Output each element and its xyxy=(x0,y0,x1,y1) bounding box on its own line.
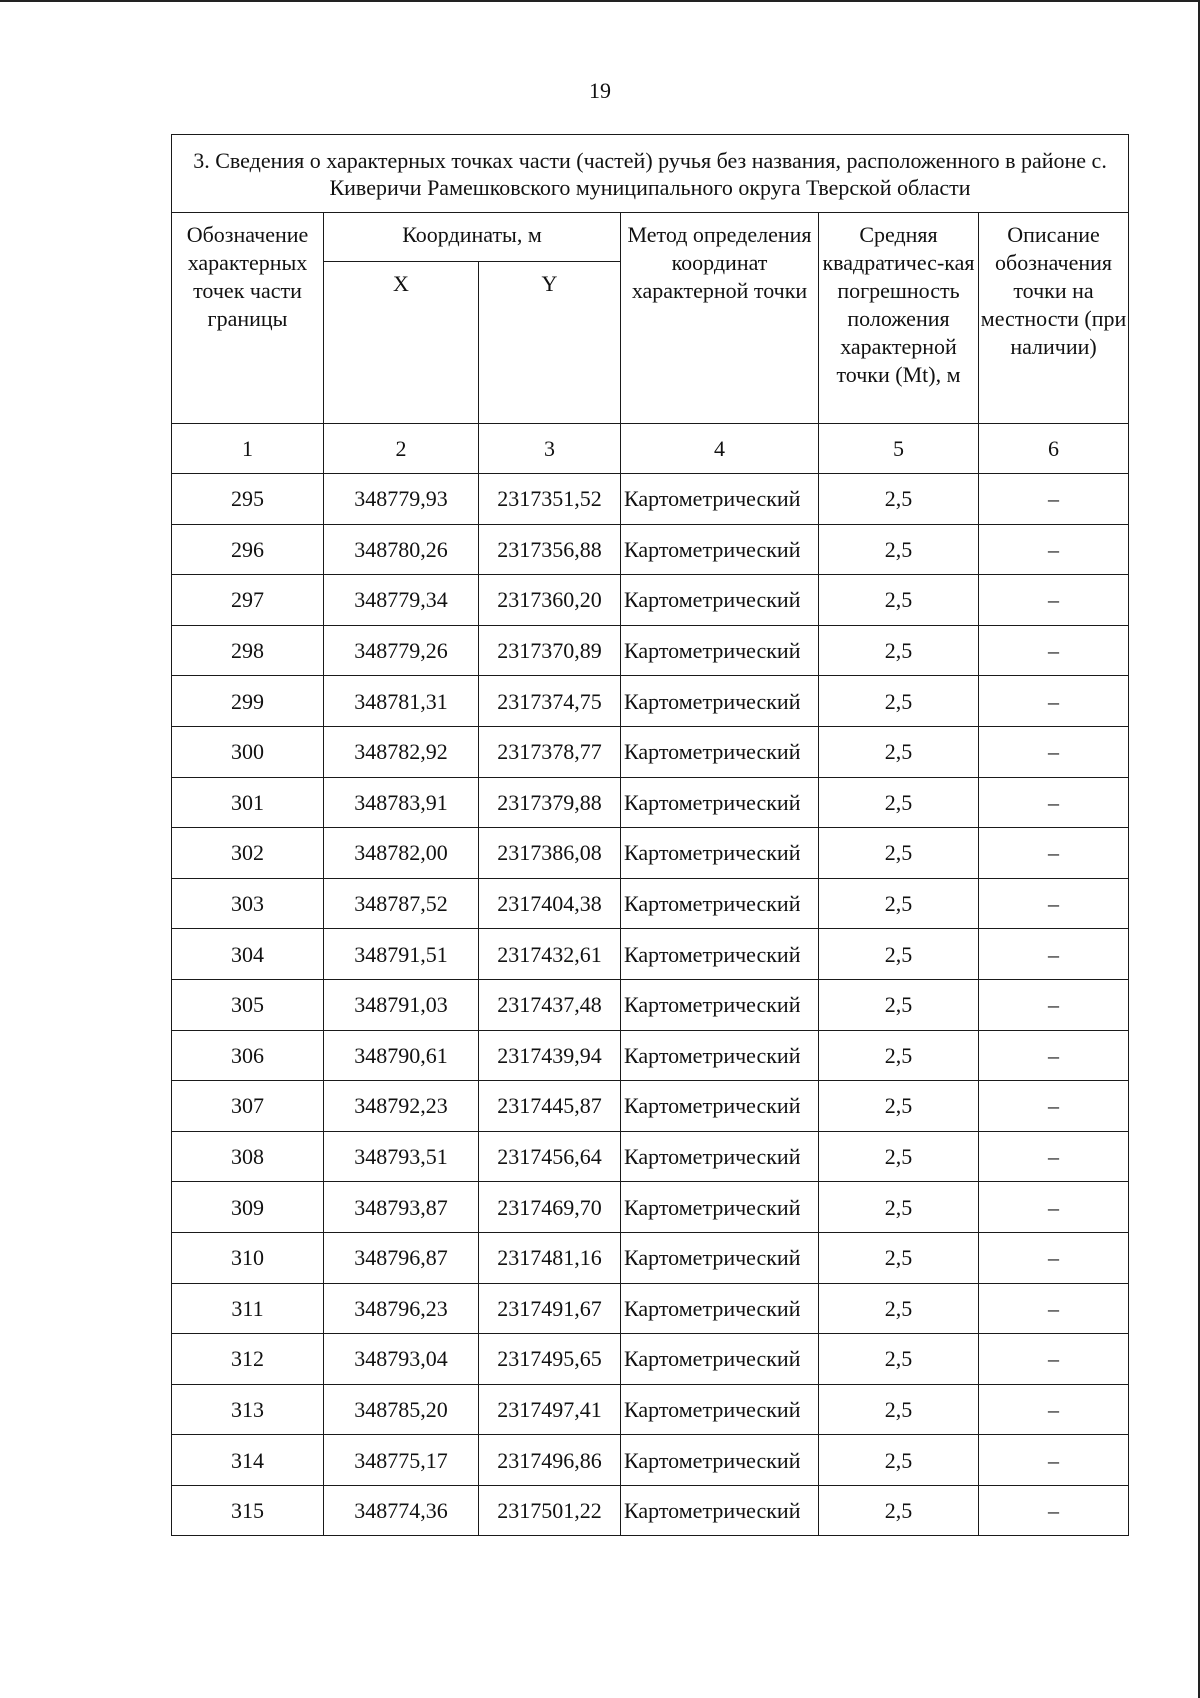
error-cell: 2,5 xyxy=(819,1081,979,1132)
error-cell: 2,5 xyxy=(819,676,979,727)
description-cell: – xyxy=(979,524,1129,575)
point-id-cell: 309 xyxy=(172,1182,324,1233)
x-coordinate-cell: 348780,26 xyxy=(324,524,479,575)
point-id-cell: 295 xyxy=(172,474,324,525)
x-coordinate-cell: 348782,00 xyxy=(324,828,479,879)
table-row xyxy=(172,1334,1129,1385)
point-id-cell: 299 xyxy=(172,676,324,727)
error-cell: 2,5 xyxy=(819,878,979,929)
point-id-cell: 306 xyxy=(172,1030,324,1081)
x-coordinate-cell: 348792,23 xyxy=(324,1081,479,1132)
table-row xyxy=(172,929,1129,980)
method-cell: Картометрический xyxy=(621,575,819,626)
error-cell: 2,5 xyxy=(819,474,979,525)
table-row xyxy=(172,676,1129,727)
method-cell: Картометрический xyxy=(621,726,819,777)
description-cell: – xyxy=(979,828,1129,879)
y-coordinate-cell: 2317356,88 xyxy=(479,524,621,575)
boundary-points-table xyxy=(171,134,1129,1536)
y-coordinate-cell: 2317495,65 xyxy=(479,1334,621,1385)
method-cell: Картометрический xyxy=(621,878,819,929)
error-cell: 2,5 xyxy=(819,1232,979,1283)
error-cell: 2,5 xyxy=(819,777,979,828)
table-row xyxy=(172,878,1129,929)
description-cell: – xyxy=(979,929,1129,980)
method-cell: Картометрический xyxy=(621,1384,819,1435)
description-cell: – xyxy=(979,1384,1129,1435)
x-coordinate-cell: 348782,92 xyxy=(324,726,479,777)
y-coordinate-cell: 2317497,41 xyxy=(479,1384,621,1435)
header-method: Метод определения координат характерной точки xyxy=(621,213,819,424)
table-row xyxy=(172,1384,1129,1435)
description-cell: – xyxy=(979,878,1129,929)
x-coordinate-cell: 348793,87 xyxy=(324,1182,479,1233)
y-coordinate-cell: 2317351,52 xyxy=(479,474,621,525)
x-coordinate-cell: 348796,23 xyxy=(324,1283,479,1334)
error-cell: 2,5 xyxy=(819,726,979,777)
error-cell: 2,5 xyxy=(819,524,979,575)
error-cell: 2,5 xyxy=(819,929,979,980)
x-coordinate-cell: 348775,17 xyxy=(324,1435,479,1486)
description-cell: – xyxy=(979,777,1129,828)
error-cell: 2,5 xyxy=(819,625,979,676)
x-coordinate-cell: 348790,61 xyxy=(324,1030,479,1081)
method-cell: Картометрический xyxy=(621,524,819,575)
table-row xyxy=(172,474,1129,525)
table-row xyxy=(172,1435,1129,1486)
point-id-cell: 298 xyxy=(172,625,324,676)
x-coordinate-cell: 348774,36 xyxy=(324,1485,479,1536)
header-row-1 xyxy=(172,213,1129,262)
table-row xyxy=(172,1485,1129,1536)
header-designation: Обозначение характерных точек части границы xyxy=(172,213,324,424)
table-row xyxy=(172,828,1129,879)
x-coordinate-cell: 348785,20 xyxy=(324,1384,479,1435)
point-id-cell: 310 xyxy=(172,1232,324,1283)
column-number: 5 xyxy=(819,424,979,474)
method-cell: Картометрический xyxy=(621,1131,819,1182)
error-cell: 2,5 xyxy=(819,1384,979,1435)
description-cell: – xyxy=(979,979,1129,1030)
table-row xyxy=(172,625,1129,676)
column-number: 4 xyxy=(621,424,819,474)
description-cell: – xyxy=(979,1081,1129,1132)
method-cell: Картометрический xyxy=(621,777,819,828)
y-coordinate-cell: 2317378,77 xyxy=(479,726,621,777)
y-coordinate-cell: 2317374,75 xyxy=(479,676,621,727)
y-coordinate-cell: 2317491,67 xyxy=(479,1283,621,1334)
error-cell: 2,5 xyxy=(819,1030,979,1081)
x-coordinate-cell: 348793,04 xyxy=(324,1334,479,1385)
description-cell: – xyxy=(979,1334,1129,1385)
point-id-cell: 308 xyxy=(172,1131,324,1182)
point-id-cell: 296 xyxy=(172,524,324,575)
error-cell: 2,5 xyxy=(819,828,979,879)
description-cell: – xyxy=(979,1485,1129,1536)
x-coordinate-cell: 348783,91 xyxy=(324,777,479,828)
error-cell: 2,5 xyxy=(819,1182,979,1233)
error-cell: 2,5 xyxy=(819,1485,979,1536)
x-coordinate-cell: 348779,93 xyxy=(324,474,479,525)
header-x: X xyxy=(324,262,479,424)
table-row xyxy=(172,777,1129,828)
description-cell: – xyxy=(979,1435,1129,1486)
error-cell: 2,5 xyxy=(819,1131,979,1182)
description-cell: – xyxy=(979,1283,1129,1334)
description-cell: – xyxy=(979,1182,1129,1233)
error-cell: 2,5 xyxy=(819,979,979,1030)
method-cell: Картометрический xyxy=(621,1485,819,1536)
y-coordinate-cell: 2317404,38 xyxy=(479,878,621,929)
y-coordinate-cell: 2317437,48 xyxy=(479,979,621,1030)
error-cell: 2,5 xyxy=(819,1435,979,1486)
description-cell: – xyxy=(979,1030,1129,1081)
method-cell: Картометрический xyxy=(621,1182,819,1233)
point-id-cell: 304 xyxy=(172,929,324,980)
description-cell: – xyxy=(979,474,1129,525)
y-coordinate-cell: 2317469,70 xyxy=(479,1182,621,1233)
description-cell: – xyxy=(979,1131,1129,1182)
point-id-cell: 314 xyxy=(172,1435,324,1486)
method-cell: Картометрический xyxy=(621,979,819,1030)
header-error: Средняя квадратичес-кая погрешность положения характерной точки (Mt), м xyxy=(819,213,979,424)
column-number: 2 xyxy=(324,424,479,474)
point-id-cell: 307 xyxy=(172,1081,324,1132)
y-coordinate-cell: 2317501,22 xyxy=(479,1485,621,1536)
method-cell: Картометрический xyxy=(621,1232,819,1283)
error-cell: 2,5 xyxy=(819,1334,979,1385)
point-id-cell: 305 xyxy=(172,979,324,1030)
header-y: Y xyxy=(479,262,621,424)
error-cell: 2,5 xyxy=(819,575,979,626)
method-cell: Картометрический xyxy=(621,929,819,980)
description-cell: – xyxy=(979,625,1129,676)
table-row xyxy=(172,726,1129,777)
x-coordinate-cell: 348787,52 xyxy=(324,878,479,929)
y-coordinate-cell: 2317481,16 xyxy=(479,1232,621,1283)
method-cell: Картометрический xyxy=(621,1030,819,1081)
point-id-cell: 315 xyxy=(172,1485,324,1536)
header-coordinates: Координаты, м xyxy=(324,213,621,262)
x-coordinate-cell: 348791,03 xyxy=(324,979,479,1030)
header-description: Описание обозначения точки на местности (при наличии) xyxy=(979,213,1129,424)
description-cell: – xyxy=(979,1232,1129,1283)
y-coordinate-cell: 2317370,89 xyxy=(479,625,621,676)
y-coordinate-cell: 2317445,87 xyxy=(479,1081,621,1132)
y-coordinate-cell: 2317360,20 xyxy=(479,575,621,626)
point-id-cell: 302 xyxy=(172,828,324,879)
table-row xyxy=(172,1030,1129,1081)
page-number: 19 xyxy=(589,78,611,103)
point-id-cell: 312 xyxy=(172,1334,324,1385)
method-cell: Картометрический xyxy=(621,828,819,879)
point-id-cell: 311 xyxy=(172,1283,324,1334)
table-row xyxy=(172,1182,1129,1233)
description-cell: – xyxy=(979,726,1129,777)
x-coordinate-cell: 348796,87 xyxy=(324,1232,479,1283)
table-row xyxy=(172,575,1129,626)
x-coordinate-cell: 348791,51 xyxy=(324,929,479,980)
y-coordinate-cell: 2317432,61 xyxy=(479,929,621,980)
method-cell: Картометрический xyxy=(621,625,819,676)
method-cell: Картометрический xyxy=(621,1435,819,1486)
column-number-row xyxy=(172,424,1129,474)
x-coordinate-cell: 348779,26 xyxy=(324,625,479,676)
description-cell: – xyxy=(979,575,1129,626)
y-coordinate-cell: 2317439,94 xyxy=(479,1030,621,1081)
x-coordinate-cell: 348779,34 xyxy=(324,575,479,626)
method-cell: Картометрический xyxy=(621,1334,819,1385)
y-coordinate-cell: 2317386,08 xyxy=(479,828,621,879)
column-number: 3 xyxy=(479,424,621,474)
description-cell: – xyxy=(979,676,1129,727)
table-row xyxy=(172,1283,1129,1334)
point-id-cell: 313 xyxy=(172,1384,324,1435)
page-frame-top xyxy=(0,0,1200,2)
method-cell: Картометрический xyxy=(621,1283,819,1334)
error-cell: 2,5 xyxy=(819,1283,979,1334)
column-number: 6 xyxy=(979,424,1129,474)
table-row xyxy=(172,1131,1129,1182)
point-id-cell: 301 xyxy=(172,777,324,828)
point-id-cell: 303 xyxy=(172,878,324,929)
y-coordinate-cell: 2317496,86 xyxy=(479,1435,621,1486)
table-row xyxy=(172,979,1129,1030)
table-row xyxy=(172,1081,1129,1132)
column-number: 1 xyxy=(172,424,324,474)
x-coordinate-cell: 348793,51 xyxy=(324,1131,479,1182)
point-id-cell: 297 xyxy=(172,575,324,626)
table-caption: 3. Сведения о характерных точках части (частей) ручья без названия, расположенного в районе с. Киверичи Рамешковского муниципального округа Тверской области xyxy=(172,135,1129,213)
y-coordinate-cell: 2317379,88 xyxy=(479,777,621,828)
x-coordinate-cell: 348781,31 xyxy=(324,676,479,727)
table-row xyxy=(172,1232,1129,1283)
method-cell: Картометрический xyxy=(621,474,819,525)
y-coordinate-cell: 2317456,64 xyxy=(479,1131,621,1182)
table-row xyxy=(172,524,1129,575)
method-cell: Картометрический xyxy=(621,1081,819,1132)
point-id-cell: 300 xyxy=(172,726,324,777)
table-caption-row xyxy=(172,135,1129,213)
method-cell: Картометрический xyxy=(621,676,819,727)
